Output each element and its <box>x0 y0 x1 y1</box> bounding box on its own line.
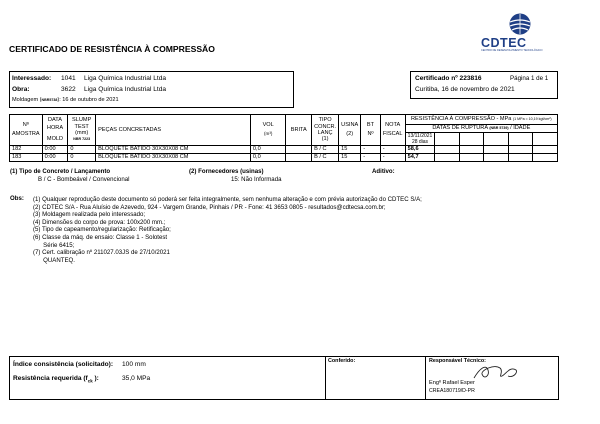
cell-amostra: 183 <box>10 154 43 162</box>
indice-label: Índice consistência (solicitado): <box>13 361 114 368</box>
engineer-name: Engº Rafael Esper <box>429 380 475 386</box>
issue-date: Curitiba, 16 de novembro de 2021 <box>415 86 515 93</box>
footer-divider-2 <box>425 356 426 400</box>
obs-item: (4) Dimensões do corpo de prova: 100x200 mm.; <box>33 218 166 226</box>
header-molde: MOLD <box>42 133 68 146</box>
obra-name: Liga Química Industrial Ltda <box>84 86 167 93</box>
obs-item: (1) Qualquer reprodução deste documento só poderá ser feita integralmente, sem nenhuma alteração e com prévia autorização do CDTEC S/A; <box>33 196 422 203</box>
header-vol: VOL (m³) <box>250 115 286 146</box>
cell-pecas: BLOQUETE BATIDO 30X30X08 CM <box>96 154 251 162</box>
obs-item: (6) Classe da máq. de ensaio: Classe 1 - Solotest <box>33 233 168 241</box>
cell-slump: 0 <box>68 146 96 154</box>
cell-tipo: B / C <box>312 146 339 154</box>
cell-bt: - <box>361 146 380 154</box>
cell-nota: - <box>380 146 405 154</box>
header-usina: USINA (2) <box>339 115 361 146</box>
header-nota: NOTA FISCAL <box>380 115 405 146</box>
header-hora: HORA <box>42 125 68 133</box>
cell-hora: 0:00 <box>42 146 68 154</box>
cell-tipo: B / C <box>312 154 339 162</box>
obs-item: (3) Moldagem realizada pelo interessado; <box>33 211 146 219</box>
responsavel-label: Responsável Técnico: <box>429 358 486 364</box>
resistencia-requerida-label: Resistência requerida ($f_{ck}$ ): <box>13 375 99 384</box>
cell-hora: 0:00 <box>42 154 68 162</box>
header-tipo: TIPO CONCR. LANÇ (1) <box>312 115 339 146</box>
cell-amostra: 182 <box>10 146 43 154</box>
cell-slump: 0 <box>68 154 96 162</box>
results-table <box>9 114 558 162</box>
header-pecas: PEÇAS CONCRETADAS <box>96 115 251 146</box>
footer-divider-1 <box>325 356 326 400</box>
moldagem-label: Moldagem ( <box>12 97 42 103</box>
obra-label: Obra: <box>12 86 30 93</box>
moldagem-standard: NBR5738 <box>41 98 58 102</box>
indice-value: 100 mm <box>122 361 146 368</box>
header-brita: BRITA <box>286 115 312 146</box>
interessado-label: Interessado: <box>12 75 52 82</box>
cell-nota: - <box>380 154 405 162</box>
legend-tipo-title: (1) Tipo de Concreto / Lançamento <box>10 168 111 175</box>
obs-item: (7) Cert. calibração nº 211027.03JS de 27/10/2021 <box>33 249 170 257</box>
moldagem-date: ): 16 de outubro de 2021 <box>57 97 119 103</box>
brand-subtitle: CENTRO DE DESENVOLVIMENTO TECNOLÓGICO <box>481 49 543 52</box>
page-number: Página 1 de 1 <box>510 75 549 82</box>
cell-vol: 0,0 <box>250 154 286 162</box>
cell-bt: - <box>361 154 380 162</box>
obs-label: Obs: <box>10 195 24 202</box>
moldagem-line <box>12 98 119 104</box>
cell-resistencia: 58,6 <box>405 146 435 154</box>
crea-number: CREA180719/D-PR <box>429 388 475 394</box>
header-slump: SLUMP TEST (mm) NBR 7223 <box>68 115 96 146</box>
obs-item: (2) CDTEC S/A - Rua Aluísio de Azevedo, 924 - Vargem Grande, Pinhais / PR - Fone: 41 3653 0805 - resultados@cdtecsa.com.br; <box>33 203 386 211</box>
brand-name: CDTEC <box>481 36 527 50</box>
page-title: CERTIFICADO DE RESISTÊNCIA À COMPRESSÃO <box>9 44 215 54</box>
legend-fornecedores-value: 15: Não Informada <box>231 176 282 183</box>
header-data: DATA <box>42 115 68 125</box>
header-datas-ruptura: DATAS DE RUPTURA (NBR 5739) / IDADE <box>405 125 557 133</box>
obs-list <box>33 196 422 264</box>
signature <box>470 360 522 382</box>
cell-brita <box>286 154 312 162</box>
obs-item: (5) Tipo de capeamento/regularização: Retificação; <box>33 226 171 234</box>
cell-resistencia: 54,7 <box>405 154 435 162</box>
legend-tipo-value: B / C - Bombeável / Convencional <box>38 176 130 183</box>
table-row <box>10 154 558 162</box>
cell-brita <box>286 146 312 154</box>
legend-fornecedores-title: (2) Fornecedores (usinas) <box>189 168 264 175</box>
table-row <box>10 146 558 154</box>
cell-usina: 15 <box>339 154 361 162</box>
obs-item: Série 6415; <box>33 241 75 249</box>
cell-usina: 15 <box>339 146 361 154</box>
interessado-name: Liga Química Industrial Ltda <box>84 75 167 82</box>
certificate-number: Certificado nº 223816 <box>415 75 482 82</box>
legend-aditivo: Aditivo: <box>372 168 395 175</box>
globe-icon <box>507 12 533 36</box>
obs-item: QUANTEQ. <box>33 256 75 264</box>
conferido-label: Conferido: <box>328 358 356 364</box>
header-amostra: Nº AMOSTRA <box>10 115 43 146</box>
resistencia-requerida-value: 35,0 MPa <box>122 375 151 382</box>
obra-code: 3622 <box>61 86 76 93</box>
cell-vol: 0,0 <box>250 146 286 154</box>
cell-pecas: BLOQUETE BATIDO 30X30X08 CM <box>96 146 251 154</box>
header-ruptura-date: 13/11/2021 28 dias <box>405 133 435 146</box>
interessado-code: 1041 <box>61 75 76 82</box>
header-bt: BT Nº <box>361 115 380 146</box>
header-resistencia: RESISTÊNCIA À COMPRESSÃO - MPa (1 MPa = 10,19 kgf/cm²) <box>405 115 557 125</box>
